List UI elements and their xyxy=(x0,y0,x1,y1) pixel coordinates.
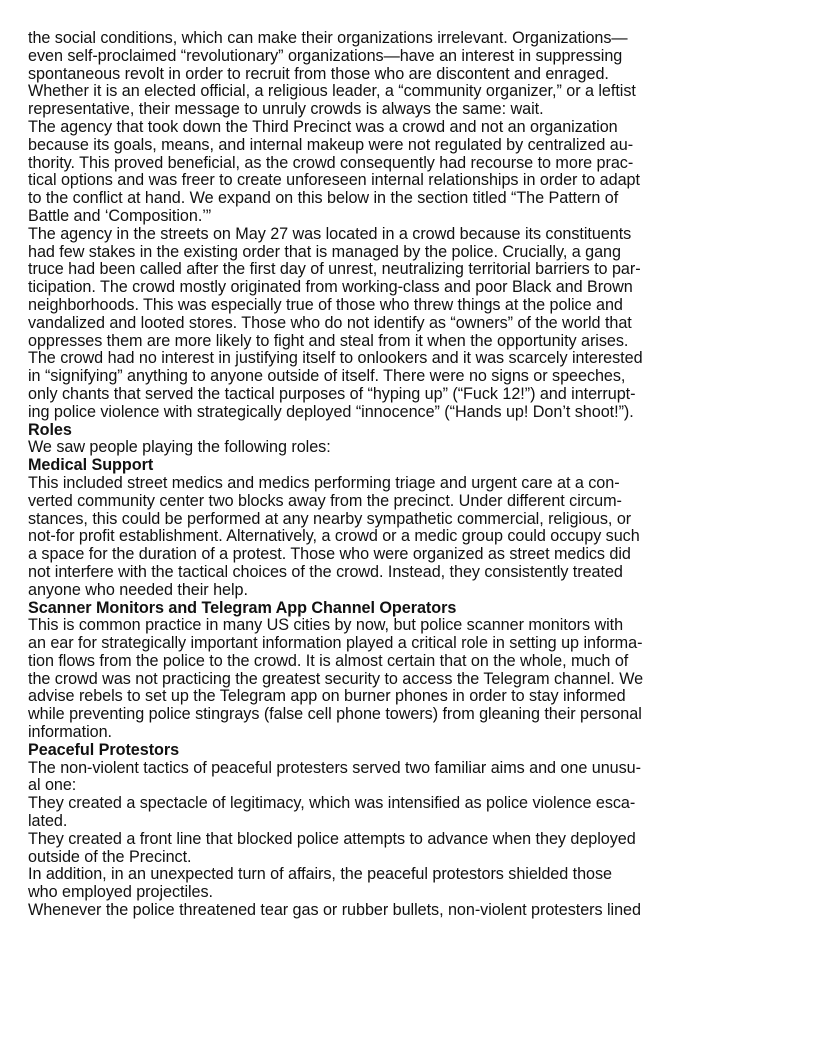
text-line: verted community center two blocks away from the precinct. Under different circum- xyxy=(28,491,622,510)
text-line: to the conflict at hand. We expand on this below in the section titled “The Pattern of xyxy=(28,189,619,208)
text-line: in “signifying” anything to anyone outside of itself. There were no signs or speeches, xyxy=(28,367,626,386)
text-line: an ear for strategically important information played a critical role in setting up informa- xyxy=(28,634,643,653)
text-line: had few stakes in the existing order that is managed by the police. Crucially, a gang xyxy=(28,242,621,261)
text-line: stances, this could be performed at any nearby sympathetic commercial, religious, or xyxy=(28,509,632,528)
text-line: oppresses them are more likely to fight and steal from it when the opportunity arises. xyxy=(28,331,629,350)
text-line: They created a spectacle of legitimacy, which was intensified as police violence esca- xyxy=(28,794,636,813)
text-line: the social conditions, which can make their organizations irrelevant. Organizations— xyxy=(28,29,628,47)
text-line: spontaneous revolt in order to recruit from those who are discontent and enraged. xyxy=(28,64,609,83)
text-line: We saw people playing the following roles: xyxy=(28,438,331,457)
text-line: ing police violence with strategically deployed “innocence” (“Hands up! Don’t shoot!”). xyxy=(28,402,634,421)
text-line: In addition, in an unexpected turn of affairs, the peaceful protestors shielded those xyxy=(28,865,612,884)
text-line: who employed projectiles. xyxy=(28,883,214,902)
section-heading xyxy=(28,457,788,475)
text-line: The crowd had no interest in justifying itself to onlookers and it was scarcely interested xyxy=(28,349,643,368)
paragraph xyxy=(28,831,788,867)
text-line: tion flows from the police to the crowd. It is almost certain that on the whole, much of xyxy=(28,651,629,670)
text-line: information. xyxy=(28,723,112,742)
section-heading xyxy=(28,600,788,618)
text-line: anyone who needed their help. xyxy=(28,580,248,599)
document-page xyxy=(28,30,788,920)
text-line: even self-proclaimed “revolutionary” organizations—have an interest in suppressing xyxy=(28,46,623,65)
text-line: The agency in the streets on May 27 was located in a crowd because its constituents xyxy=(28,224,632,243)
text-line: The non-violent tactics of peaceful protesters served two familiar aims and one unusu- xyxy=(28,758,641,777)
paragraph xyxy=(28,475,788,600)
paragraph xyxy=(28,760,788,796)
text-line: Roles xyxy=(28,420,72,439)
text-line: neighborhoods. This was especially true of those who threw things at the police and xyxy=(28,295,623,314)
text-line: representative, their message to unruly crowds is always the same: wait. xyxy=(28,100,544,119)
text-line: vandalized and looted stores. Those who do not identify as “owners” of the world that xyxy=(28,313,632,332)
text-line: thority. This proved beneficial, as the crowd consequently had recourse to more prac- xyxy=(28,153,634,172)
text-line: outside of the Precinct. xyxy=(28,847,192,866)
text-line: This included street medics and medics performing triage and urgent care at a con- xyxy=(28,473,620,492)
text-line: a space for the duration of a protest. Those who were organized as street medics did xyxy=(28,545,631,564)
text-line: tical options and was freer to create unforeseen internal relationships in order to adapt xyxy=(28,171,640,190)
section-heading xyxy=(28,422,788,440)
text-line: lated. xyxy=(28,812,68,831)
text-line: ticipation. The crowd mostly originated from working-class and poor Black and Brown xyxy=(28,278,633,297)
text-line: the crowd was not practicing the greatest security to access the Telegram channel. We xyxy=(28,669,644,688)
text-line: The agency that took down the Third Precinct was a crowd and not an organization xyxy=(28,117,618,136)
text-line: Whether it is an elected official, a religious leader, a “community organizer,” or a leftist xyxy=(28,82,636,101)
paragraph xyxy=(28,795,788,831)
text-line: Medical Support xyxy=(28,456,154,475)
text-line: not-for profit establishment. Alternatively, a crowd or a medic group could occupy such xyxy=(28,527,640,546)
paragraph xyxy=(28,866,788,902)
text-line: Whenever the police threatened tear gas or rubber bullets, non-violent protesters lined xyxy=(28,901,641,920)
text-line: Peaceful Protestors xyxy=(28,740,180,759)
paragraph xyxy=(28,617,788,742)
text-line: because its goals, means, and internal makeup were not regulated by centralized au- xyxy=(28,135,634,154)
text-line: while preventing police stingrays (false cell phone towers) from gleaning their personal xyxy=(28,705,642,724)
paragraph xyxy=(28,30,788,119)
section-heading xyxy=(28,742,788,760)
text-line: advise rebels to set up the Telegram app on burner phones in order to stay informed xyxy=(28,687,626,706)
paragraph xyxy=(28,902,788,920)
paragraph xyxy=(28,439,788,457)
text-line: This is common practice in many US cities by now, but police scanner monitors with xyxy=(28,616,624,635)
paragraph xyxy=(28,119,788,226)
text-line: not interfere with the tactical choices of the crowd. Instead, they consistently treated xyxy=(28,562,623,581)
paragraph xyxy=(28,226,788,422)
text-line: Battle and ‘Composition.’” xyxy=(28,206,212,225)
text-line: They created a front line that blocked police attempts to advance when they deployed xyxy=(28,829,636,848)
text-line: al one: xyxy=(28,776,77,795)
text-line: Scanner Monitors and Telegram App Channel Operators xyxy=(28,598,457,617)
text-line: truce had been called after the first day of unrest, neutralizing territorial barriers to par- xyxy=(28,260,641,279)
text-line: only chants that served the tactical purposes of “hyping up” (“Fuck 12!”) and interrupt- xyxy=(28,384,636,403)
